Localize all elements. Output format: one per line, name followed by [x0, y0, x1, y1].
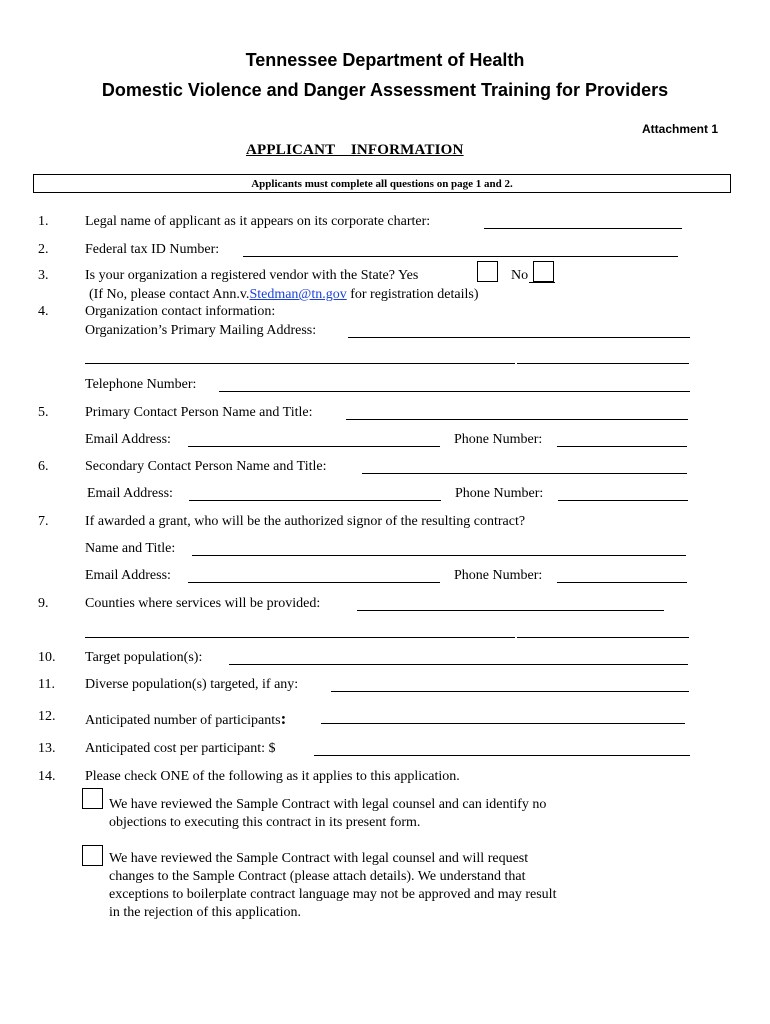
- q12-number: 12.: [38, 709, 56, 724]
- q1-label: Legal name of applicant as it appears on its corporate charter:: [85, 214, 431, 229]
- q7-number: 7.: [38, 514, 49, 529]
- vendor-no-checkbox[interactable]: [533, 261, 554, 282]
- secondary-contact-field[interactable]: [362, 473, 687, 474]
- vendor-no-underline: [529, 282, 555, 283]
- form-title-line1: Tennessee Department of Health: [245, 50, 525, 70]
- diverse-population-field[interactable]: [331, 691, 689, 692]
- signor-email-label: Email Address:: [85, 568, 171, 583]
- attachment-label: Attachment 1: [641, 122, 718, 136]
- signor-name-label: Name and Title:: [85, 541, 176, 556]
- q12-label-text: Anticipated number of participants: [85, 713, 281, 728]
- q3-note-pre: (If No, please contact Ann.v.: [89, 287, 250, 302]
- q14-label: Please check ONE of the following as it applies to this application.: [85, 769, 460, 784]
- q4-number: 4.: [38, 304, 49, 319]
- telephone-field[interactable]: [219, 391, 690, 392]
- q12-label: [85, 709, 286, 729]
- primary-email-field[interactable]: [188, 446, 440, 447]
- form-title-line2: Domestic Violence and Danger Assessment Training for Providers: [101, 80, 669, 100]
- primary-phone-label: Phone Number:: [454, 432, 543, 447]
- counties-field[interactable]: [357, 610, 664, 611]
- q5-number: 5.: [38, 405, 49, 420]
- option2-line2: changes to the Sample Contract (please attach details). We understand that: [109, 869, 526, 884]
- option1-text: [109, 796, 546, 832]
- q3-label: Is your organization a registered vendor with the State? Yes: [85, 268, 419, 283]
- signor-email-field[interactable]: [188, 582, 440, 583]
- tax-id-field[interactable]: [243, 256, 678, 257]
- counties-field-line2[interactable]: [85, 637, 515, 638]
- q3-note: [89, 287, 479, 303]
- q13-number: 13.: [38, 741, 56, 756]
- option1-line2: objections to executing this contract in its present form.: [109, 815, 421, 830]
- q6-number: 6.: [38, 459, 49, 474]
- option2-checkbox[interactable]: [82, 845, 103, 866]
- primary-email-label: Email Address:: [85, 432, 171, 447]
- q11-label: Diverse population(s) targeted, if any:: [85, 677, 299, 692]
- q10-number: 10.: [38, 650, 56, 665]
- mailing-address-field-line2b[interactable]: [517, 363, 689, 364]
- q9-number: 9.: [38, 596, 49, 611]
- q6-label: Secondary Contact Person Name and Title:: [85, 459, 327, 474]
- q7-label: If awarded a grant, who will be the authorized signor of the resulting contract?: [85, 514, 526, 529]
- q14-number: 14.: [38, 769, 56, 784]
- target-population-field[interactable]: [229, 664, 688, 665]
- q10-label: Target population(s):: [85, 650, 203, 665]
- option2-line4: in the rejection of this application.: [109, 905, 302, 920]
- q1-number: 1.: [38, 214, 49, 229]
- instructions-notice: Applicants must complete all questions on page 1 and 2.: [33, 174, 731, 193]
- option1-line1: We have reviewed the Sample Contract with legal counsel and can identify no: [109, 797, 547, 812]
- q4-label: Organization contact information:: [85, 304, 276, 319]
- mailing-address-field-line2[interactable]: [85, 363, 515, 364]
- option2-line3: exceptions to boilerplate contract language may not be approved and may result: [109, 887, 557, 902]
- contact-email-link[interactable]: Stedman@tn.gov: [249, 287, 347, 302]
- section-title: APPLICANT INFORMATION: [246, 142, 464, 158]
- vendor-yes-checkbox[interactable]: [477, 261, 498, 282]
- q13-label: Anticipated cost per participant: $: [85, 741, 276, 756]
- participants-field[interactable]: [321, 723, 685, 724]
- secondary-email-field[interactable]: [189, 500, 441, 501]
- option2-line1: We have reviewed the Sample Contract with legal counsel and will request: [109, 851, 529, 866]
- secondary-phone-label: Phone Number:: [455, 486, 544, 501]
- signor-name-field[interactable]: [192, 555, 686, 556]
- cost-per-participant-field[interactable]: [314, 755, 690, 756]
- q11-number: 11.: [38, 677, 55, 692]
- q12-colon: :: [280, 709, 287, 728]
- counties-field-line2b[interactable]: [517, 637, 689, 638]
- q5-label: Primary Contact Person Name and Title:: [85, 405, 313, 420]
- q2-label: Federal tax ID Number:: [85, 242, 220, 257]
- q3-number: 3.: [38, 268, 49, 283]
- option1-checkbox[interactable]: [82, 788, 103, 809]
- q3-note-post: for registration details): [346, 287, 479, 302]
- primary-contact-field[interactable]: [346, 419, 688, 420]
- mailing-address-field[interactable]: [348, 337, 690, 338]
- signor-phone-label: Phone Number:: [454, 568, 543, 583]
- option2-text: [109, 850, 556, 922]
- mailing-address-label: Organization’s Primary Mailing Address:: [85, 323, 317, 338]
- telephone-label: Telephone Number:: [85, 377, 197, 392]
- vendor-no-label: No: [511, 268, 529, 283]
- signor-phone-field[interactable]: [557, 582, 687, 583]
- legal-name-field[interactable]: [484, 228, 682, 229]
- secondary-email-label: Email Address:: [87, 486, 173, 501]
- q9-label: Counties where services will be provided:: [85, 596, 321, 611]
- primary-phone-field[interactable]: [557, 446, 687, 447]
- secondary-phone-field[interactable]: [558, 500, 688, 501]
- q2-number: 2.: [38, 242, 49, 257]
